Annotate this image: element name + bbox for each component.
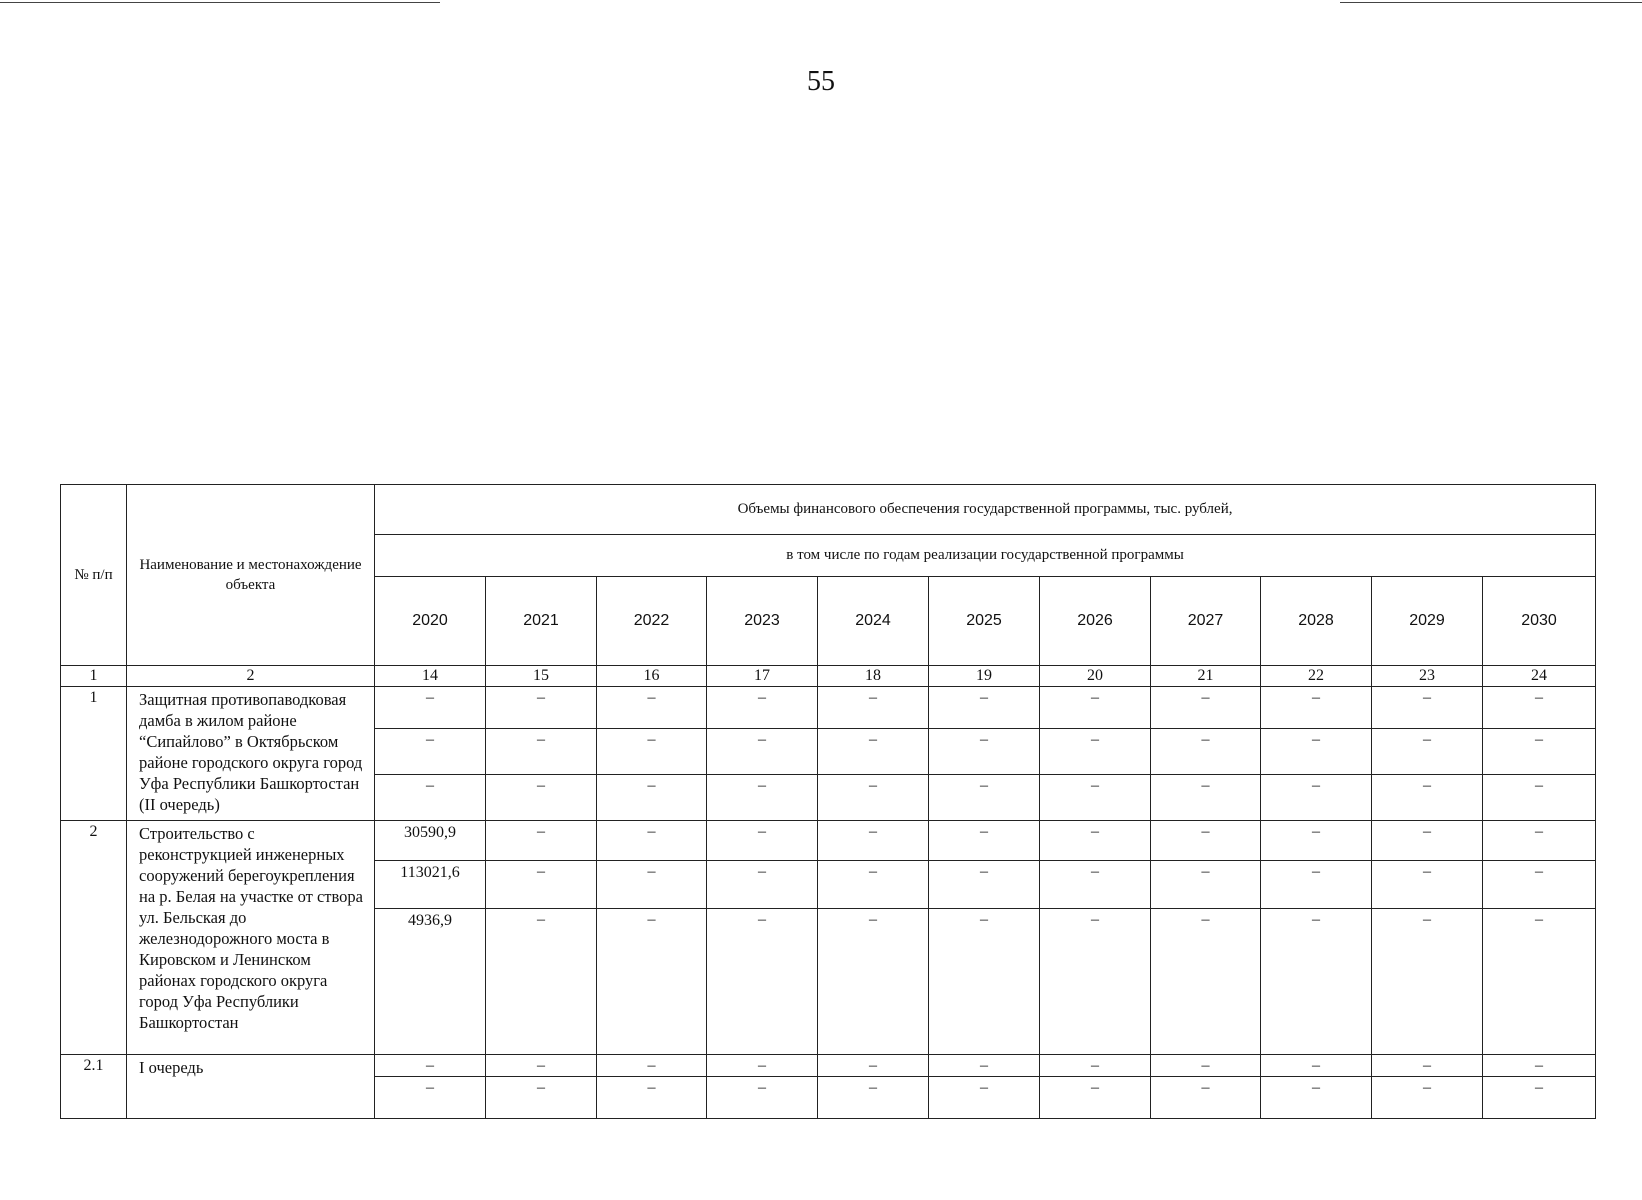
value-cell: – [1261, 1077, 1372, 1119]
value-cell: – [1151, 909, 1261, 1055]
value-cell: – [818, 687, 929, 729]
value-cell: – [1151, 861, 1261, 909]
value-cell: – [929, 821, 1040, 861]
value-cell: – [1261, 909, 1372, 1055]
value-cell: – [1261, 1055, 1372, 1077]
value-cell: – [1372, 729, 1483, 775]
value-cell: – [1483, 1055, 1596, 1077]
column-index-cell: 22 [1261, 666, 1372, 687]
value-cell: 4936,9 [375, 909, 486, 1055]
value-cell: – [1151, 1055, 1261, 1077]
header-year: 2026 [1040, 577, 1151, 666]
header-year: 2025 [929, 577, 1040, 666]
value-cell: – [486, 687, 597, 729]
header-year: 2020 [375, 577, 486, 666]
value-cell: – [1040, 909, 1151, 1055]
column-index-cell: 1 [61, 666, 127, 687]
row-number: 2.1 [61, 1055, 127, 1119]
value-cell: – [1483, 909, 1596, 1055]
value-cell: – [486, 909, 597, 1055]
value-cell: – [375, 1077, 486, 1119]
header-year: 2027 [1151, 577, 1261, 666]
value-cell: – [1483, 1077, 1596, 1119]
row-number: 2 [61, 821, 127, 1055]
value-cell: – [597, 687, 707, 729]
value-cell: – [707, 1055, 818, 1077]
value-cell: – [1483, 775, 1596, 821]
header-year: 2021 [486, 577, 597, 666]
header-year: 2029 [1372, 577, 1483, 666]
value-cell: – [1372, 1077, 1483, 1119]
value-cell: – [818, 775, 929, 821]
value-cell: – [818, 729, 929, 775]
column-index-cell: 14 [375, 666, 486, 687]
value-cell: – [1372, 909, 1483, 1055]
object-name: Защитная противопаводковая дамба в жилом районе “Сипайлово” в Октябрьском районе городского округа город Уфа Республики Башкортостан (II очередь) [127, 687, 375, 821]
header-year: 2023 [707, 577, 818, 666]
column-index-cell: 19 [929, 666, 1040, 687]
value-cell: – [707, 775, 818, 821]
header-year: 2030 [1483, 577, 1596, 666]
value-cell: – [597, 1077, 707, 1119]
value-cell: – [1151, 775, 1261, 821]
value-cell: – [597, 909, 707, 1055]
funding-table [60, 484, 1596, 1119]
value-cell: – [1151, 687, 1261, 729]
value-cell: – [1151, 729, 1261, 775]
value-cell: – [375, 687, 486, 729]
object-name: I очередь [127, 1055, 375, 1119]
value-cell: – [929, 861, 1040, 909]
column-index-cell: 15 [486, 666, 597, 687]
header-num: № п/п [61, 485, 127, 666]
value-cell: – [1151, 1077, 1261, 1119]
column-index-cell: 21 [1151, 666, 1261, 687]
value-cell: – [707, 1077, 818, 1119]
funding-table-wrapper [60, 484, 1595, 1119]
value-cell: – [1151, 821, 1261, 861]
column-index-cell: 2 [127, 666, 375, 687]
value-cell: – [486, 861, 597, 909]
top-border-left [0, 2, 440, 3]
value-cell: – [1372, 861, 1483, 909]
value-cell: – [1261, 775, 1372, 821]
value-cell: – [929, 775, 1040, 821]
value-cell: 30590,9 [375, 821, 486, 861]
value-cell: – [1372, 687, 1483, 729]
value-cell: – [818, 909, 929, 1055]
value-cell: – [597, 729, 707, 775]
value-cell: – [375, 1055, 486, 1077]
value-cell: – [597, 1055, 707, 1077]
value-cell: – [486, 775, 597, 821]
value-cell: – [929, 1077, 1040, 1119]
page-number: 55 [807, 66, 835, 97]
value-cell: – [707, 729, 818, 775]
value-cell: – [1040, 1055, 1151, 1077]
value-cell: – [1040, 687, 1151, 729]
funding-table-body [61, 485, 1596, 1119]
value-cell: – [1261, 861, 1372, 909]
header-funding-title: Объемы финансового обеспечения государственной программы, тыс. рублей, [375, 485, 1596, 535]
value-cell: – [1261, 729, 1372, 775]
value-cell: – [486, 821, 597, 861]
object-name: Строительство с реконструкцией инженерных сооружений берегоукрепления на р. Белая на участке от створа ул. Бельская до железнодорожного моста в Кировском и Ленинском районах городского округа город Уфа Республики Башкортостан [127, 821, 375, 1055]
value-cell: – [929, 909, 1040, 1055]
value-cell: – [486, 1077, 597, 1119]
value-cell: – [597, 861, 707, 909]
column-index-row [61, 666, 1596, 687]
value-cell: – [1261, 687, 1372, 729]
value-cell: – [1483, 729, 1596, 775]
value-cell: – [818, 821, 929, 861]
table-row [61, 821, 1596, 861]
header-year: 2028 [1261, 577, 1372, 666]
value-cell: – [1040, 729, 1151, 775]
value-cell: – [597, 821, 707, 861]
column-index-cell: 16 [597, 666, 707, 687]
row-number: 1 [61, 687, 127, 821]
value-cell: – [1040, 1077, 1151, 1119]
value-cell: – [818, 1055, 929, 1077]
table-row [61, 1055, 1596, 1077]
value-cell: – [707, 687, 818, 729]
value-cell: 113021,6 [375, 861, 486, 909]
value-cell: – [486, 729, 597, 775]
header-name: Наименование и местонахождение объекта [127, 485, 375, 666]
header-by-years: в том числе по годам реализации государственной программы [375, 535, 1596, 577]
column-index-cell: 20 [1040, 666, 1151, 687]
value-cell: – [1483, 687, 1596, 729]
value-cell: – [1040, 775, 1151, 821]
table-row [61, 687, 1596, 729]
value-cell: – [1372, 1055, 1483, 1077]
value-cell: – [375, 775, 486, 821]
value-cell: – [1372, 775, 1483, 821]
column-index-cell: 17 [707, 666, 818, 687]
value-cell: – [1040, 861, 1151, 909]
value-cell: – [1372, 821, 1483, 861]
value-cell: – [486, 1055, 597, 1077]
column-index-cell: 24 [1483, 666, 1596, 687]
value-cell: – [1483, 861, 1596, 909]
value-cell: – [707, 861, 818, 909]
header-year: 2022 [597, 577, 707, 666]
column-index-cell: 23 [1372, 666, 1483, 687]
value-cell: – [1040, 821, 1151, 861]
value-cell: – [375, 729, 486, 775]
value-cell: – [707, 909, 818, 1055]
value-cell: – [929, 687, 1040, 729]
value-cell: – [597, 775, 707, 821]
top-border-right [1340, 2, 1642, 3]
header-row-funding [61, 485, 1596, 535]
value-cell: – [818, 861, 929, 909]
value-cell: – [1483, 821, 1596, 861]
value-cell: – [818, 1077, 929, 1119]
column-index-cell: 18 [818, 666, 929, 687]
value-cell: – [707, 821, 818, 861]
value-cell: – [929, 1055, 1040, 1077]
value-cell: – [1261, 821, 1372, 861]
value-cell: – [929, 729, 1040, 775]
header-year: 2024 [818, 577, 929, 666]
